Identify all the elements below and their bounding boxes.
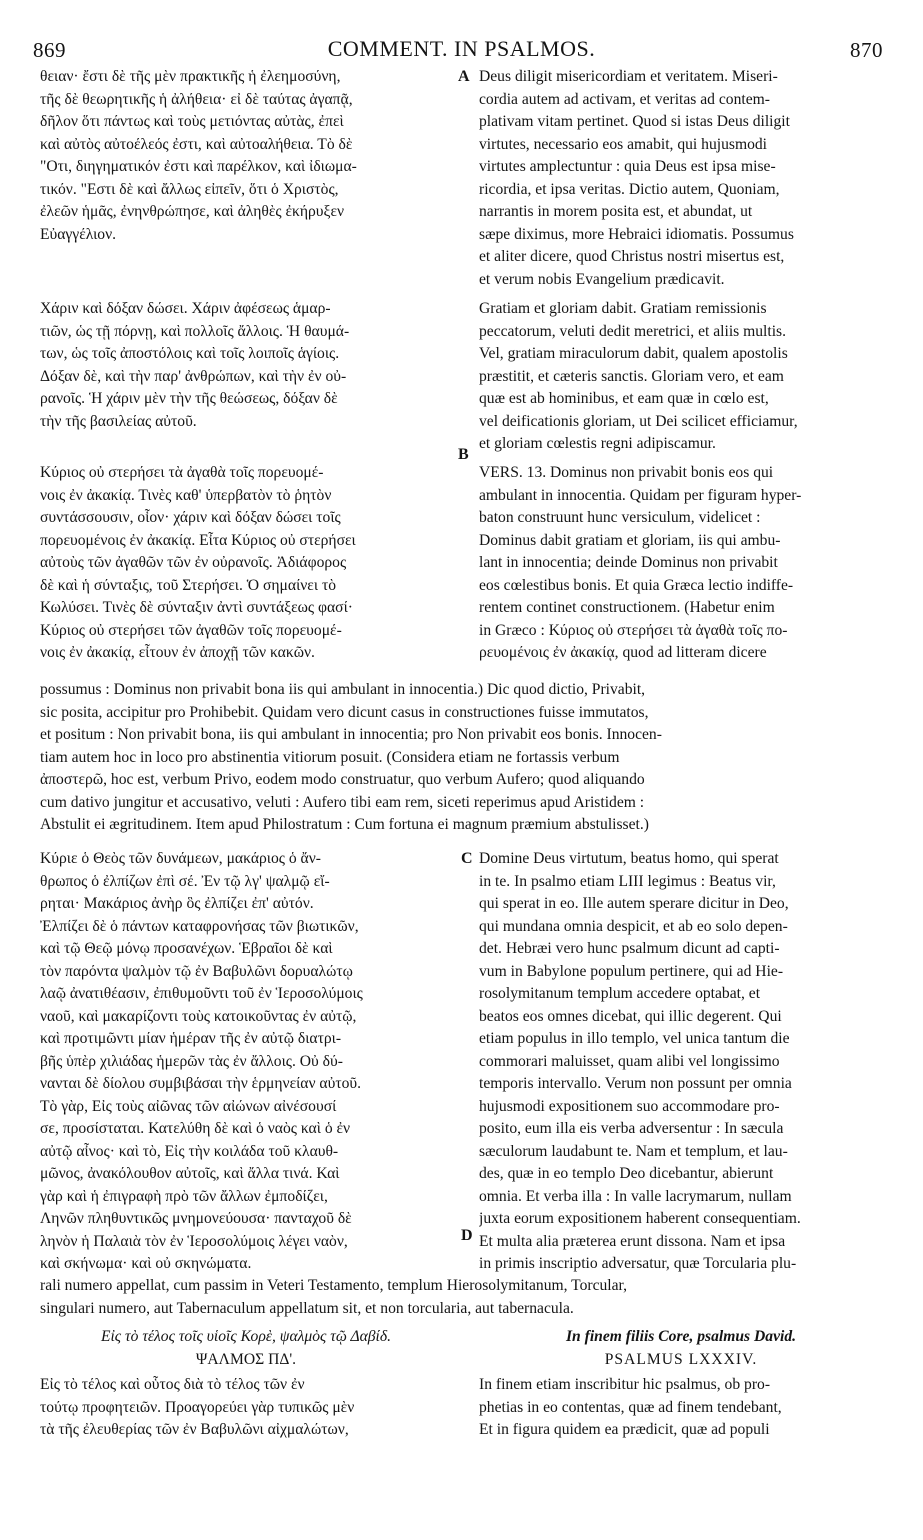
- latin-column-block-3: [479, 462, 883, 665]
- right-page-number: 870: [850, 38, 883, 62]
- greek-line: μῶνος, ἀνακόλουθον αὐτοῖς, καὶ ἄλλα τινά. Καὶ: [40, 1165, 340, 1182]
- latin-line: vel deificationis gloriam, ut Dei scilicet efficiamur,: [479, 412, 798, 430]
- latin-line: juxta eorum expositionem haberent consequentiam.: [479, 1210, 801, 1227]
- latin-line: temporis intervallo. Verum non possunt per omnia: [479, 1075, 792, 1092]
- latin-line: commorari maluisset, quam alibi vel longissimo: [479, 1052, 780, 1070]
- latin-line: ricordia, et ipsa veritas. Dictio autem, Quoniam,: [479, 180, 780, 198]
- greek-line: θρωπος ὁ ἐλπίζων ἐπὶ σέ. Ἐν τῷ λγ' ψαλμῷ εἴ-: [40, 872, 330, 890]
- latin-line: Deus diligit misericordiam et veritatem. Miseri-: [479, 68, 778, 85]
- greek-line: συντάσσουσιν, οἷον· χάριν καὶ δόξαν δώσει τοῖς: [40, 509, 341, 526]
- greek-column-block-5: [40, 1374, 452, 1442]
- greek-line: βῆς ὑπὲρ χιλιάδας ἡμερῶν τὰς ἐν ἄλλοις. Οὐ δύ-: [40, 1052, 343, 1070]
- greek-line: Δόξαν δὲ, καὶ τὴν παρ' ἀνθρώπων, καὶ τὴν ἐν οὐ-: [40, 367, 347, 385]
- latin-line: ρευομένοις ἐν ἀκακίᾳ, quod ad litteram dicere: [479, 644, 767, 661]
- greek-line: τούτῳ προφητειῶν. Προαγορεύει γὰρ τυπικῶς μὲν: [40, 1398, 355, 1416]
- greek-line: καὶ τῷ Θεῷ μόνῳ προσανέχων. Ἑβραῖοι δὲ καὶ: [40, 940, 333, 957]
- latin-line: Et in figura quidem ea prædicit, quæ ad populi: [479, 1421, 770, 1438]
- greek-line: καὶ αὐτὸς αὐτοέλεός ἐστι, καὶ αὐτοαλήθεια. Τὸ δὲ: [40, 135, 353, 153]
- full-line: rali numero appellat, cum passim in Veteri Testamento, templum Hierosolymitanum, Torcular,: [40, 1277, 628, 1294]
- greek-line: ρανοῖς. Ἡ χάριν μὲν τὴν τῆς θεώσεως, δόξαν δὲ: [40, 390, 338, 407]
- latin-line: Et multa alia præterea erunt dissona. Nam et ipsa: [479, 1232, 786, 1250]
- greek-line: Κύριος οὐ στερήσει τῶν ἀγαθῶν τοῖς πορευομέ-: [40, 621, 342, 639]
- latin-line: baton construunt hunc versiculum, videlicet :: [479, 509, 761, 526]
- margin-letter-d: D: [461, 1227, 473, 1244]
- greek-line: τὴν τῆς βασιλείας αὐτοῦ.: [40, 412, 197, 430]
- margin-letter-a: A: [458, 68, 470, 85]
- left-page-number: 869: [33, 38, 66, 62]
- full-line: ἀποστερῶ, hoc est, verbum Privo, eodem modo construatur, quo verbum Aufero; quod aliquando: [40, 771, 645, 788]
- greek-line: τὰ τῆς ἐλευθερίας τῶν ἐν Βαβυλῶνι αἰχμαλώτων,: [40, 1421, 349, 1438]
- full-line: possumus : Dominus non privabit bona iis qui ambulant in innocentia.) Dic quod dictio, Privabit,: [40, 681, 646, 698]
- greek-line: ρηται· Μακάριος ἀνὴρ ὃς ἐλπίζει ἐπ' αὐτόν.: [40, 895, 314, 912]
- greek-column-block-1: [40, 66, 452, 246]
- latin-line: in Græco : Κύριος οὐ στερήσει τὰ ἀγαθὰ τοῖς πο-: [479, 621, 788, 639]
- latin-line: rentem continet constructionem. (Habetur enim: [479, 599, 775, 616]
- latin-line: rosolymitanum templum accedere optabat, et: [479, 985, 761, 1002]
- full-line: tiam autem hoc in loco pro abstinentia vitiorum posuit. (Considera etiam ne fortassis verbum: [40, 748, 620, 766]
- greek-line: Τὸ γὰρ, Εἰς τοὺς αἰῶνας τῶν αἰώνων αἰνέσουσί: [40, 1097, 337, 1115]
- latin-line: in primis inscriptio adversatur, quæ Torcularia plu-: [479, 1255, 797, 1272]
- latin-column-block-4: [479, 848, 883, 1276]
- latin-line: quæ est ab hominibus, et eam quæ in cœlo est,: [479, 390, 769, 407]
- greek-line: τικόν. "Εστι δὲ καὶ ἄλλως εἰπεῖν, ὅτι ὁ Χριστὸς,: [40, 180, 339, 198]
- latin-line: in te. In psalmo etiam LIII legimus : Beatus vir,: [479, 872, 776, 890]
- greek-line: τῆς δὲ θεωρητικῆς ἡ ἀλήθεια· εἰ δὲ ταύτας ἀγαπᾷ,: [40, 90, 353, 108]
- greek-line: Ληνῶν πληθυντικῶς μνημονεύουσα· πανταχοῦ δὲ: [40, 1210, 352, 1227]
- latin-line: omnia. Et verba illa : In valle lacrymarum, nullam: [479, 1187, 792, 1205]
- full-line: Abstulit ei ægritudinem. Item apud Philostratum : Cum fortuna ei magnum præmium abstulisset.): [40, 816, 649, 833]
- greek-line: Χάριν καὶ δόξαν δώσει. Χάριν ἀφέσεως ἁμαρ-: [40, 300, 331, 317]
- latin-line: Gratiam et gloriam dabit. Gratiam remissionis: [479, 300, 767, 317]
- latin-line: det. Hebræi vero hunc psalmum dicunt ad capti-: [479, 940, 780, 957]
- greek-line: καὶ προτιμῶντι μίαν ἡμέραν τῆς ἐν αὐτῷ διατρι-: [40, 1030, 342, 1047]
- latin-line: virtutes, necessario eos amabit, qui hujusmodi: [479, 135, 767, 153]
- latin-line: ambulant in innocentia. Quidam per figuram hyper-: [479, 486, 802, 504]
- greek-line: Κύριος οὐ στερήσει τὰ ἀγαθὰ τοῖς πορευομέ-: [40, 464, 324, 481]
- latin-line: narrantis in morem posita est, et abundat, ut: [479, 203, 753, 220]
- greek-column-block-4: [40, 848, 452, 1276]
- latin-line: præstitit, et cæteris sanctis. Gloriam vero, et eam: [479, 367, 784, 385]
- latin-line: phetias in eo contentas, quæ ad finem tendebant,: [479, 1398, 782, 1416]
- greek-line: πορευομένοις ἐν ἀκακίᾳ. Εἶτα Κύριος οὐ στερήσει: [40, 531, 356, 549]
- latin-line: lant in innocentia; deinde Dominus non privabit: [479, 554, 778, 571]
- latin-psalm-heading: PSALMUS LXXXIV.: [604, 1351, 758, 1368]
- latin-line: sæpe diximus, more Hebraici idiomatis. Possumus: [479, 225, 794, 243]
- greek-line: Ἐλπίζει δὲ ὁ πάντων καταφρονήσας τῶν βιωτικῶν,: [40, 917, 359, 935]
- latin-line: VERS. 13. Dominus non privabit bonis eos qui: [479, 464, 774, 481]
- greek-line: νανται δὲ δίολου συμβιβάσαι τὴν ἑρμηνείαν αὐτοῦ.: [40, 1075, 362, 1092]
- greek-line: τιῶν, ὡς τῇ πόρνῃ, καὶ πολλοῖς ἄλλοις. Ἡ θαυμά-: [40, 322, 350, 340]
- latin-line: peccatorum, veluti dedit meretrici, et aliis multis.: [479, 322, 787, 340]
- latin-line: posito, eum illa eis verba adversentur : In sæcula: [479, 1120, 784, 1137]
- greek-line: Κύριε ὁ Θεὸς τῶν δυνάμεων, μακάριος ὁ ἄν-: [40, 850, 321, 867]
- greek-line: δὲ καὶ ἡ σύνταξις, τοῦ Στερήσει. Ὁ σημαίνει τὸ: [40, 576, 337, 594]
- margin-letter-b: B: [458, 446, 469, 463]
- latin-column-block-2: [479, 298, 883, 456]
- latin-line: virtutes amplectuntur : quia Deus est ipsa mise-: [479, 158, 776, 175]
- latin-line: vum in Babylone populum pertinere, qui ad Hie-: [479, 962, 784, 980]
- latin-line: Dominus dabit gratiam et gloriam, iis qui ambu-: [479, 531, 781, 549]
- latin-psalm-title: In finem filiis Core, psalmus David.: [565, 1328, 797, 1345]
- greek-line: Εὐαγγέλιον.: [40, 225, 117, 243]
- latin-line: In finem etiam inscribitur hic psalmus, ob pro-: [479, 1376, 771, 1393]
- latin-line: hujusmodi expositionem suo accommodare pro-: [479, 1097, 780, 1115]
- greek-column-block-3: [40, 462, 452, 665]
- greek-line: "Οτι, διηγηματικόν ἐστι καὶ παρέλκον, καὶ ἰδιωμα-: [40, 158, 357, 175]
- greek-line: Εἰς τὸ τέλος καὶ οὗτος διὰ τὸ τέλος τῶν ἐν: [40, 1376, 305, 1393]
- greek-line: νοις ἐν ἀκακίᾳ, εἶτουν ἐν ἀποχῇ τῶν κακῶν.: [40, 644, 315, 661]
- greek-line: δῆλον ὅτι πάντως καὶ τοὺς μετιόντας αὐτὰς, ἐπεὶ: [40, 113, 344, 130]
- latin-line: et gloriam cœlestis regni adipiscamur.: [479, 435, 716, 452]
- latin-line: beatos eos omnes dicebat, qui illic degerent. Qui: [479, 1007, 782, 1025]
- full-line: cum dativo jungitur et accusativo, veluti : Aufero tibi eam rem, siceti reperimus apud Aristidem :: [40, 793, 645, 811]
- full-width-paragraph-1: [40, 679, 883, 837]
- latin-line: Vel, gratiam miraculorum dabit, qualem apostolis: [479, 345, 788, 362]
- greek-line: ἐλεῶν ἡμᾶς, ἐνηνθρώπησε, καὶ ἀληθὲς ἐκήρυξεν: [40, 203, 345, 220]
- greek-psalm-title: Εἰς τὸ τέλος τοῖς υἱοῖς Κορὲ, ψαλμὸς τῷ Δαβίδ.: [100, 1328, 392, 1345]
- latin-line: cordia autem ad activam, et veritas ad contem-: [479, 90, 770, 108]
- greek-line: Κωλύσει. Τινὲς δὲ σύνταξιν ἀντὶ συντάξεως φασί·: [40, 599, 353, 616]
- greek-line: ληνὸν ἡ Παλαιὰ τὸν ἐν Ἱεροσολύμοις λέγει ναὸν,: [40, 1232, 348, 1250]
- latin-line: sæculorum laudabunt te. Nam et templum, et lau-: [479, 1142, 788, 1160]
- greek-line: των, ὡς τοῖς ἀποστόλοις καὶ τοῖς λοιποῖς ἁγίοις.: [40, 345, 340, 362]
- greek-line: ναοῦ, καὶ μακαρίζοντι τοὺς κατοικοῦντας ἐν αὐτῷ,: [40, 1007, 357, 1025]
- latin-line: et verum nobis Evangelium prædicavit.: [479, 270, 725, 288]
- greek-line: λαῷ ἀνατιθέασιν, ἐπιθυμοῦντι τοῦ ἐν Ἱεροσολύμοις: [40, 985, 363, 1002]
- full-width-paragraph-2: [40, 1275, 883, 1320]
- greek-line: γὰρ καὶ ἡ ἐπιγραφὴ πρὸ τῶν ἄλλων ἐμποδίζει,: [40, 1187, 328, 1205]
- full-line: sic posita, accipitur pro Prohibebit. Quidam vero dicunt casus in constructiones fuisse immutatos,: [40, 703, 649, 721]
- greek-line: θειαν· ἔστι δὲ τῆς μὲν πρακτικῆς ἡ ἐλεημοσύνη,: [40, 68, 341, 85]
- greek-line: καὶ σκήνωμα· καὶ οὐ σκηνώματα.: [40, 1255, 252, 1272]
- greek-line: αὐτῷ αἶνος· καὶ τὸ, Εἰς τὴν κοιλάδα τοῦ κλαυθ-: [40, 1142, 339, 1160]
- latin-line: qui mundana omnia despicit, et ab eo solo depen-: [479, 917, 788, 935]
- full-line: et positum : Non privabit bona, iis qui ambulant in innocentia; pro Non privabit eos bonis. Innocen-: [40, 726, 662, 743]
- latin-column-block-5: [479, 1374, 883, 1442]
- latin-line: etiam populus in illo templo, vel unica tantum die: [479, 1030, 790, 1047]
- full-line: singulari numero, aut Tabernaculum appellatum sit, et non torcularia, aut tabernacula.: [40, 1299, 574, 1317]
- greek-psalm-heading: ΨΑΛΜΟΣ ΠΔ'.: [195, 1351, 297, 1368]
- greek-line: τὸν παρόντα ψαλμὸν τῷ ἐν Βαβυλῶνι δορυαλώτῳ: [40, 962, 353, 980]
- running-title: COMMENT. IN PSALMOS.: [327, 36, 596, 61]
- latin-line: et aliter dicere, quod Christus nostri misertus est,: [479, 248, 785, 265]
- greek-line: νοις ἐν ἀκακίᾳ. Τινὲς καθ' ὑπερβατὸν τὸ ῥητὸν: [40, 486, 332, 504]
- latin-line: qui sperat in eo. Ille autem sperare dicitur in Deo,: [479, 895, 789, 912]
- greek-column-block-2: [40, 298, 452, 433]
- latin-line: eos cœlestibus bonis. Et quia Græca lectio indiffe-: [479, 576, 794, 594]
- margin-letter-c: C: [461, 850, 473, 867]
- latin-column-block-1: [479, 66, 883, 291]
- latin-line: des, quæ in eo templo Deo dicebantur, abierunt: [479, 1165, 774, 1182]
- latin-line: Domine Deus virtutum, beatus homo, qui sperat: [479, 850, 779, 867]
- greek-line: αὐτοὺς τῶν ἀγαθῶν τῶν ἐν οὐρανοῖς. Ἀδιάφορος: [40, 554, 347, 571]
- latin-line: plativam vitam pertinet. Quod si istas Deus diligit: [479, 113, 790, 130]
- greek-line: σε, προσίσταται. Κατελύθη δὲ καὶ ὁ ναὸς καὶ ὁ ἐν: [40, 1120, 351, 1137]
